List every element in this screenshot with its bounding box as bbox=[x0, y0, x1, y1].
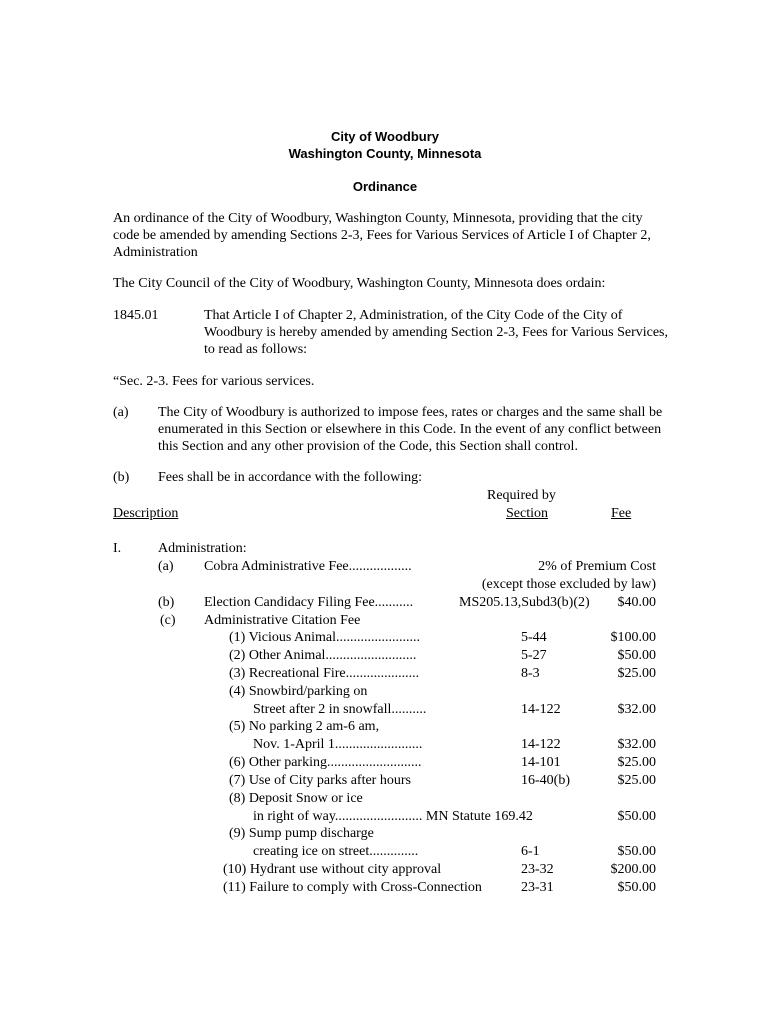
header-city: City of Woodbury bbox=[330, 129, 440, 144]
citation-item-fee: $100.00 bbox=[610, 630, 656, 645]
citation-item-section: 14-122 bbox=[521, 702, 561, 717]
item-a-text: Cobra Administrative Fee.................. bbox=[204, 559, 412, 574]
citation-item-fee: $200.00 bbox=[610, 862, 656, 877]
header-county: Washington County, Minnesota bbox=[288, 146, 482, 161]
citation-item-fee: $32.00 bbox=[617, 737, 656, 752]
citation-item-section: 8-3 bbox=[521, 666, 540, 681]
intro-line-1: An ordinance of the City of Woodbury, Washington County, Minnesota, providing that the city bbox=[113, 211, 643, 226]
item-b-section: MS205.13,Subd3(b)(2) bbox=[459, 595, 590, 610]
document-title: Ordinance bbox=[352, 179, 418, 194]
citation-item-text: (8) Deposit Snow or ice bbox=[229, 791, 363, 806]
citation-item-fee: $25.00 bbox=[617, 773, 656, 788]
roman-numeral: I. bbox=[113, 541, 122, 556]
citation-item-fee: $25.00 bbox=[617, 666, 656, 681]
citation-item-fee: $50.00 bbox=[617, 648, 656, 663]
ordain-line: The City Council of the City of Woodbury, Washington County, Minnesota does ordain: bbox=[113, 276, 606, 291]
para-a-line-2: enumerated in this Section or elsewhere in this Code. In the event of any conflict between bbox=[158, 422, 662, 437]
citation-item-text: in right of way......................... MN Statute 169.42 bbox=[253, 809, 533, 824]
citation-item-section: 5-27 bbox=[521, 648, 547, 663]
citation-item-section: 16-40(b) bbox=[521, 773, 570, 788]
section-1845-line-2: Woodbury is hereby amended by amending Section 2-3, Fees for Various Services, bbox=[204, 325, 669, 340]
citation-item-section: 14-122 bbox=[521, 737, 561, 752]
item-a-fee-note: (except those excluded by law) bbox=[481, 577, 656, 592]
citation-item-text: (6) Other parking........................... bbox=[229, 755, 422, 770]
header-section: Section bbox=[506, 506, 548, 521]
citation-item-section: 14-101 bbox=[521, 755, 561, 770]
intro-line-3: Administration bbox=[113, 245, 198, 260]
citation-item-section: 23-31 bbox=[521, 880, 554, 895]
citation-item-text: Nov. 1-April 1......................... bbox=[253, 737, 423, 752]
item-a-fee: 2% of Premium Cost bbox=[538, 559, 656, 574]
citation-item-text: (7) Use of City parks after hours bbox=[229, 773, 411, 788]
para-a-line-1: The City of Woodbury is authorized to impose fees, rates or charges and the same shall be bbox=[158, 405, 663, 420]
section-number: 1845.01 bbox=[113, 308, 159, 323]
header-description: Description bbox=[113, 506, 179, 521]
citation-item-text: Street after 2 in snowfall.......... bbox=[253, 702, 427, 717]
item-b-fee: $40.00 bbox=[617, 595, 656, 610]
sec-heading: “Sec. 2-3. Fees for various services. bbox=[113, 374, 315, 389]
citation-item-fee: $50.00 bbox=[617, 809, 656, 824]
citation-item-text: (10) Hydrant use without city approval bbox=[223, 862, 442, 877]
item-b-text: Election Candidacy Filing Fee........... bbox=[204, 595, 414, 610]
intro-line-2: code be amended by amending Sections 2-3, Fees for Various Services of Article I of Chapter 2, bbox=[113, 228, 651, 243]
citation-item-text: (4) Snowbird/parking on bbox=[229, 684, 368, 699]
item-b-label: (b) bbox=[158, 595, 175, 610]
citation-item-section: 6-1 bbox=[521, 844, 540, 859]
header-fee: Fee bbox=[611, 506, 632, 521]
citation-item-text: creating ice on street.............. bbox=[253, 844, 419, 859]
para-a-label: (a) bbox=[113, 405, 129, 420]
citation-item-fee: $32.00 bbox=[617, 702, 656, 717]
citation-item-text: (3) Recreational Fire..................... bbox=[229, 666, 420, 681]
para-a-line-3: this Section and any other provision of the Code, this Section shall control. bbox=[158, 439, 578, 454]
item-c-text: Administrative Citation Fee bbox=[204, 613, 361, 628]
citation-item-fee: $25.00 bbox=[617, 755, 656, 770]
section-1845-line-1: That Article I of Chapter 2, Administration, of the City Code of the City of bbox=[204, 308, 623, 323]
citation-item-fee: $50.00 bbox=[617, 844, 656, 859]
item-a-label: (a) bbox=[158, 559, 174, 574]
header-required-by: Required by bbox=[487, 488, 556, 503]
citation-item-text: (2) Other Animal.......................... bbox=[229, 648, 417, 663]
citation-item-fee: $50.00 bbox=[617, 880, 656, 895]
item-c-label: (c) bbox=[160, 613, 176, 628]
citation-item-section: 23-32 bbox=[521, 862, 554, 877]
admin-heading: Administration: bbox=[158, 541, 247, 556]
citation-item-text: (5) No parking 2 am-6 am, bbox=[229, 719, 380, 734]
para-b-text: Fees shall be in accordance with the following: bbox=[158, 470, 422, 485]
citation-item-section: 5-44 bbox=[521, 630, 547, 645]
para-b-label: (b) bbox=[113, 470, 130, 485]
citation-item-text: (9) Sump pump discharge bbox=[229, 826, 374, 841]
citation-item-text: (1) Vicious Animal........................ bbox=[229, 630, 421, 645]
citation-item-text: (11) Failure to comply with Cross-Connection bbox=[223, 880, 482, 895]
section-1845-line-3: to read as follows: bbox=[204, 342, 308, 357]
